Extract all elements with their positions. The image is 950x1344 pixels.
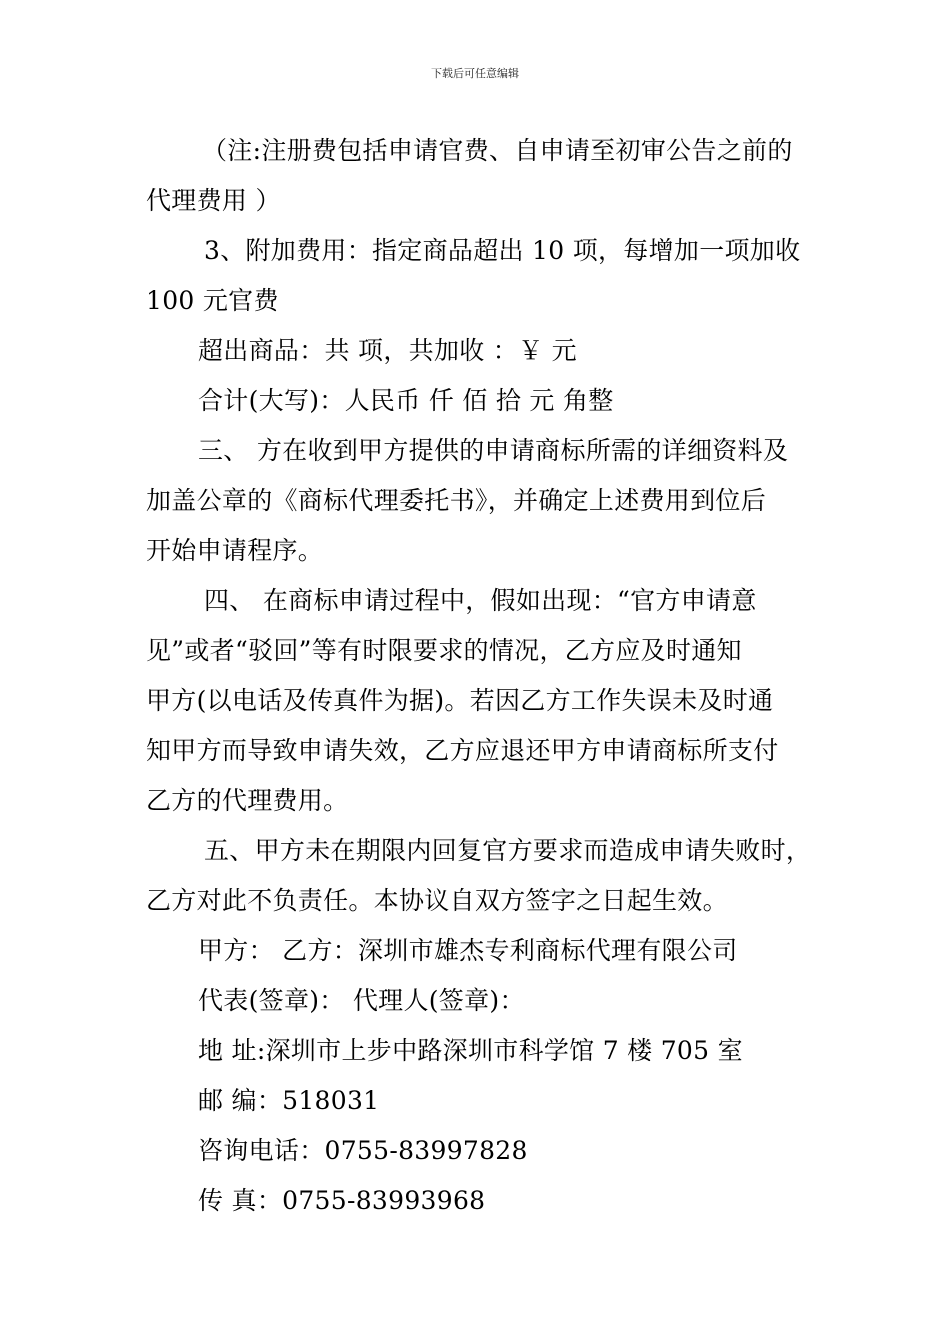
contact-address: 地 址:深圳市上步中路深圳市科学馆 7 楼 705 室 bbox=[198, 1036, 743, 1065]
page-header: 下载后可任意编辑 bbox=[431, 67, 519, 80]
item-3-paragraph-line: 3、附加费用：指定商品超出 10 项，每增加一项加收 bbox=[204, 236, 801, 265]
contact-phone: 咨询电话：0755-83997828 bbox=[198, 1136, 528, 1165]
section-5-paragraph-line: 乙方对此不负责任。本协议自双方签字之日起生效。 bbox=[146, 886, 728, 915]
section-3-paragraph-line: 加盖公章的《商标代理委托书》，并确定上述费用到位后 bbox=[146, 486, 767, 515]
total-amount-line: 合计(大写)：人民币 仟 佰 拾 元 角整 bbox=[198, 386, 614, 415]
excess-goods-line: 超出商品：共 项，共加收 ：￥ 元 bbox=[198, 336, 577, 365]
signature-representatives: 代表(签章)： 代理人(签章)： bbox=[198, 986, 525, 1015]
section-3-paragraph-line: 开始申请程序。 bbox=[146, 536, 324, 565]
note-paragraph-line: 代理费用 ） bbox=[146, 186, 281, 215]
signature-parties: 甲方： 乙方：深圳市雄杰专利商标代理有限公司 bbox=[198, 936, 738, 965]
section-4-paragraph-line: 甲方(以电话及传真件为据)。若因乙方工作失误未及时通 bbox=[146, 686, 774, 715]
contact-fax: 传 真：0755-83993968 bbox=[198, 1186, 486, 1215]
section-4-paragraph-line: 见”或者“驳回”等有时限要求的情况，乙方应及时通知 bbox=[146, 636, 742, 665]
section-4-paragraph-line: 乙方的代理费用。 bbox=[146, 786, 349, 815]
contact-postcode: 邮 编：518031 bbox=[198, 1086, 380, 1115]
section-5-paragraph-line: 五、甲方未在期限内回复官方要求而造成申请失败时， bbox=[204, 836, 812, 865]
section-3-paragraph-line: 三、 方在收到甲方提供的申请商标所需的详细资料及 bbox=[198, 436, 789, 465]
section-4-paragraph-line: 四、 在商标申请过程中，假如出现：“官方申请意 bbox=[204, 586, 757, 615]
item-3-paragraph-line: 100 元官费 bbox=[146, 286, 279, 315]
note-paragraph-line: （注:注册费包括申请官费、自申请至初审公告之前的 bbox=[202, 136, 793, 165]
section-4-paragraph-line: 知甲方而导致申请失效，乙方应退还甲方申请商标所支付 bbox=[146, 736, 779, 765]
document-body bbox=[146, 126, 811, 1226]
